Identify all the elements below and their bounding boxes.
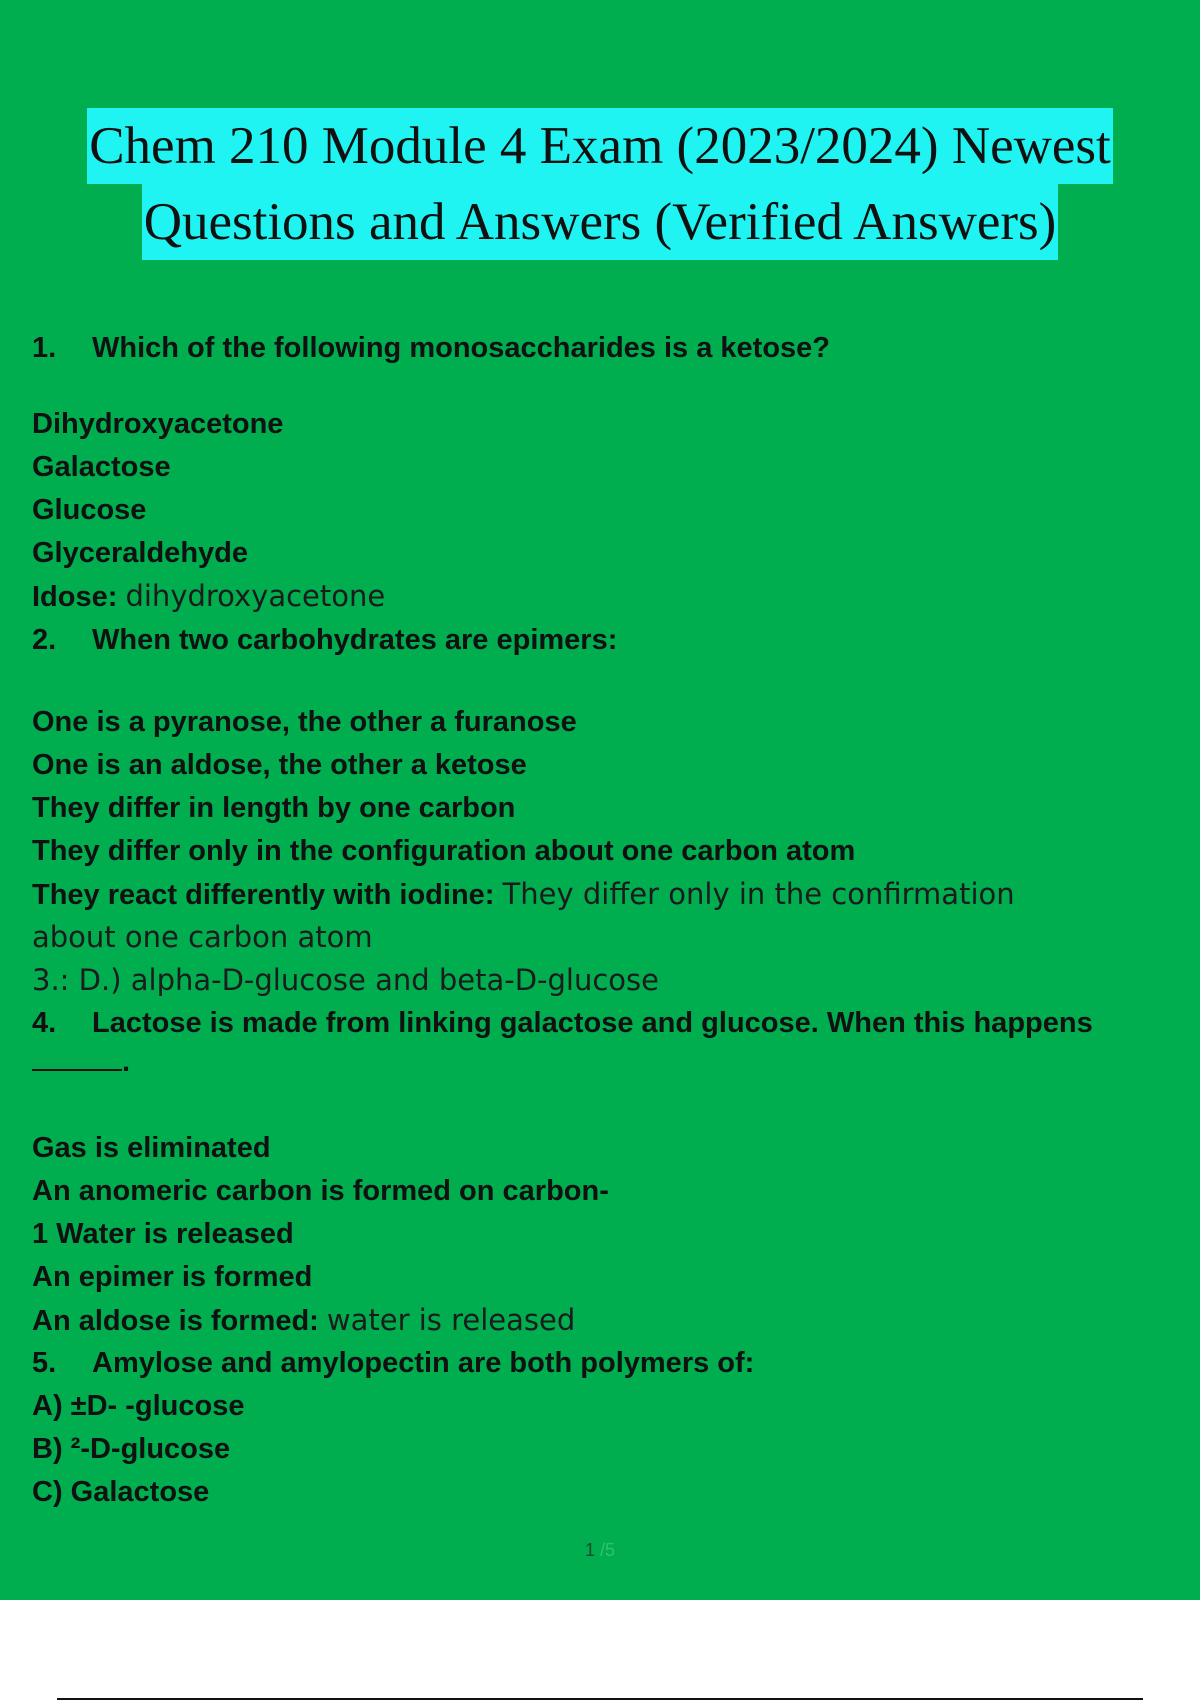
option: Gas is eliminated <box>32 1132 271 1164</box>
question-number: 2. <box>32 624 57 656</box>
option: Glyceraldehyde <box>32 537 248 569</box>
document-title <box>0 108 1200 260</box>
answer-text: They differ only in the confirmation <box>502 877 1015 911</box>
answer-continuation <box>32 917 373 958</box>
answer-blank-line <box>32 1042 130 1082</box>
question-text: Amylose and amylopectin are both polymers of: <box>92 1347 755 1379</box>
answer-blank <box>32 1045 122 1071</box>
option: Glucose <box>32 494 147 526</box>
option: One is a pyranose, the other a furanose <box>32 706 577 738</box>
question-number: 5. <box>32 1347 57 1379</box>
option: Galactose <box>32 451 171 483</box>
option-label: An aldose is formed: <box>32 1305 319 1337</box>
title-line-2: Questions and Answers (Verified Answers) <box>142 184 1059 260</box>
question-3-text: 3.: D.) alpha-D-glucose and beta-D-glucose <box>32 963 659 997</box>
page-current: 1 <box>584 1540 595 1560</box>
question-text: Which of the following monosaccharides is a ketose? <box>92 332 831 364</box>
answer-text: dihydroxyacetone <box>125 579 386 613</box>
option: Dihydroxyacetone <box>32 408 284 440</box>
option: They differ only in the configuration about one carbon atom <box>32 835 856 867</box>
page-separator: / <box>600 1540 606 1560</box>
question-text: Lactose is made from linking galactose and glucose. When this happens <box>92 1007 1093 1039</box>
question-4 <box>32 1003 1093 1043</box>
question-3 <box>32 960 659 1001</box>
option-with-answer <box>32 1300 575 1341</box>
question-2 <box>32 620 617 660</box>
blank-suffix: . <box>122 1046 131 1078</box>
page-total: 5 <box>605 1540 616 1560</box>
option: One is an aldose, the other a ketose <box>32 749 527 781</box>
option: They differ in length by one carbon <box>32 792 516 824</box>
answer-text: water is released <box>326 1303 576 1337</box>
option-with-answer <box>32 576 385 617</box>
option: An anomeric carbon is formed on carbon- <box>32 1175 609 1207</box>
option-with-answer <box>32 874 1015 915</box>
question-number: 4. <box>32 1007 57 1039</box>
answer-text: about one carbon atom <box>32 920 373 954</box>
question-text: When two carbohydrates are epimers: <box>92 624 618 656</box>
option-label: They react differently with iodine: <box>32 879 495 911</box>
option: B) ²-D-glucose <box>32 1433 231 1465</box>
title-line-1: Chem 210 Module 4 Exam (2023/2024) Newest <box>87 108 1113 184</box>
option: 1 Water is released <box>32 1218 294 1250</box>
question-1 <box>32 328 830 368</box>
option: C) Galactose <box>32 1476 210 1508</box>
page-number <box>0 1540 1200 1561</box>
option: A) ±D- -glucose <box>32 1390 245 1422</box>
question-5 <box>32 1343 754 1383</box>
option: An epimer is formed <box>32 1261 313 1293</box>
option-label: Idose: <box>32 581 118 613</box>
question-number: 1. <box>32 332 57 364</box>
